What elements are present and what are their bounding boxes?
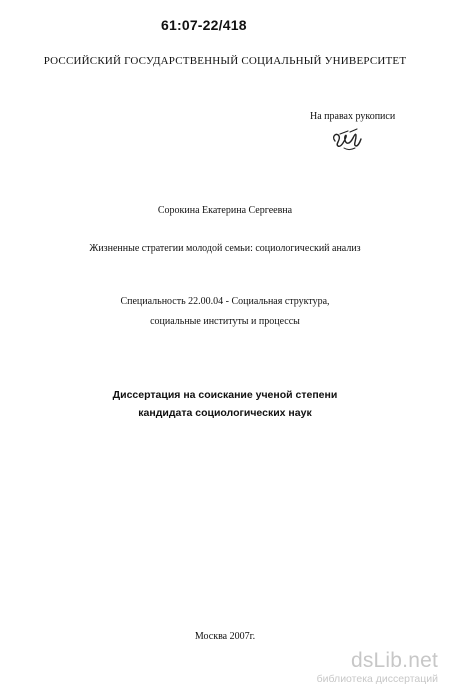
specialty-line-2: социальные институты и процессы — [150, 316, 300, 327]
dissertation-title: Жизненные стратегии молодой семьи: социологический анализ — [89, 243, 361, 254]
watermark-logo: dsLib.net — [350, 649, 438, 672]
specialty-line-1: Специальность 22.00.04 - Социальная структура, — [120, 296, 330, 307]
city-year: Москва 2007г. — [194, 631, 256, 642]
watermark-subtitle: библиотека диссертаций — [316, 673, 438, 685]
watermark — [278, 650, 438, 685]
dissertation-degree-line-1: Диссертация на соискание ученой степени — [112, 389, 338, 401]
university-name: РОССИЙСКИЙ ГОСУДАРСТВЕННЫЙ СОЦИАЛЬНЫЙ УНИВЕРСИТЕТ — [43, 55, 407, 67]
dissertation-degree-line-2: кандидата социологических наук — [138, 407, 312, 419]
author-name: Сорокина Екатерина Сергеевна — [157, 205, 293, 216]
rights-note: На правах рукописи — [310, 111, 396, 122]
signature-icon — [329, 126, 363, 152]
document-code: 61:07-22/418 — [161, 17, 247, 33]
